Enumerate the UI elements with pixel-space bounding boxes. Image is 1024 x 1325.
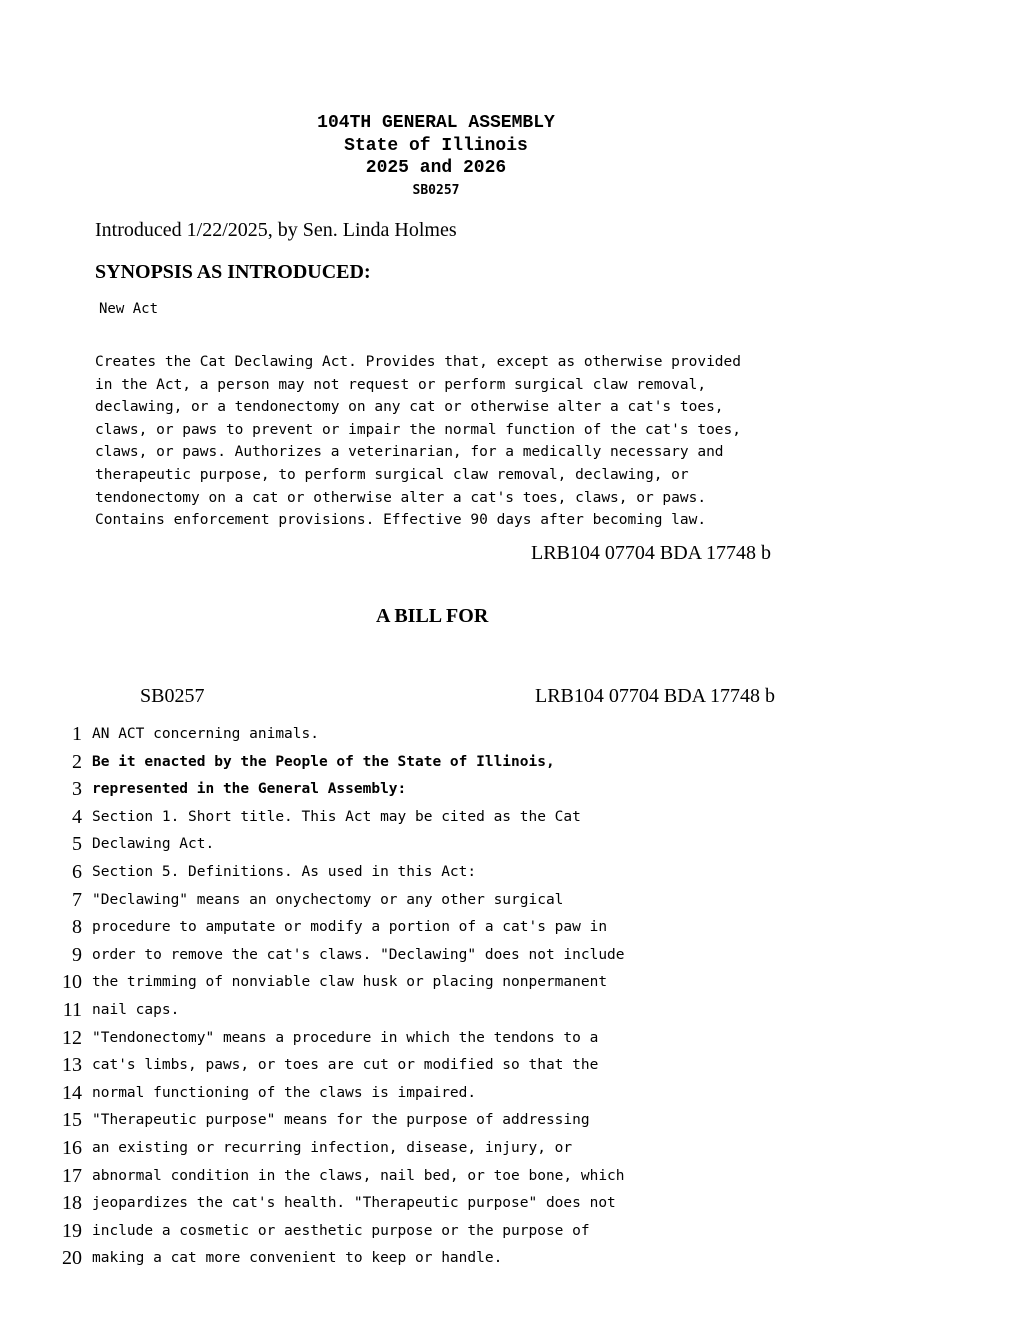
line-text: nail caps. <box>92 1001 180 1018</box>
line-number: 14 <box>62 1081 82 1104</box>
line-text: "Declawing" means an onychectomy or any other surgical <box>92 891 564 908</box>
line-text: making a cat more convenient to keep or handle. <box>92 1250 503 1267</box>
line-number: 12 <box>62 1026 82 1049</box>
line-text: cat's limbs, paws, or toes are cut or modified so that the <box>92 1057 599 1074</box>
bill-line <box>0 1025 1024 1053</box>
line-number: 2 <box>72 750 82 773</box>
line-text: procedure to amputate or modify a portion of a cat's paw in <box>92 919 608 936</box>
bill-line <box>0 969 1024 997</box>
synopsis-heading: SYNOPSIS AS INTRODUCED: <box>95 261 371 283</box>
bill-line <box>0 942 1024 970</box>
bill-line <box>0 1245 1024 1273</box>
bill-line <box>0 1190 1024 1218</box>
bill-line <box>0 1080 1024 1108</box>
line-number: 11 <box>62 998 82 1021</box>
line-number: 18 <box>62 1192 82 1215</box>
page-header-bill-id: SB0257 <box>140 685 205 707</box>
bill-for-heading: A BILL FOR <box>376 605 489 627</box>
synopsis-line: Contains enforcement provisions. Effective 90 days after becoming law. <box>95 512 707 529</box>
line-number: 4 <box>72 805 82 828</box>
new-act-label: New Act <box>99 301 159 317</box>
bill-line <box>0 914 1024 942</box>
line-text: Section 5. Definitions. As used in this Act: <box>92 863 477 880</box>
line-text: "Therapeutic purpose" means for the purpose of addressing <box>92 1112 590 1129</box>
line-number: 17 <box>62 1164 82 1187</box>
bill-line <box>0 804 1024 832</box>
bill-line <box>0 776 1024 804</box>
line-number: 16 <box>62 1136 82 1159</box>
line-number: 10 <box>62 971 82 994</box>
bill-line <box>0 1135 1024 1163</box>
line-text: Declawing Act. <box>92 836 215 853</box>
line-text: include a cosmetic or aesthetic purpose or the purpose of <box>92 1222 590 1239</box>
line-number: 20 <box>62 1247 82 1270</box>
synopsis-line: claws, or paws. Authorizes a veterinarian, for a medically necessary and <box>95 444 724 461</box>
state-name: State of Illinois <box>344 135 528 156</box>
line-number: 5 <box>72 833 82 856</box>
bill-line <box>0 1218 1024 1246</box>
line-text: "Tendonectomy" means a procedure in which the tendons to a <box>92 1029 599 1046</box>
line-text: order to remove the cat's claws. "Declawing" does not include <box>92 946 625 963</box>
assembly-title: 104TH GENERAL ASSEMBLY <box>317 113 555 133</box>
bill-line <box>0 721 1024 749</box>
bill-line <box>0 831 1024 859</box>
bill-header <box>186 112 686 202</box>
bill-id: SB0257 <box>412 182 460 198</box>
line-text: represented in the General Assembly: <box>92 781 407 798</box>
line-text: Section 1. Short title. This Act may be cited as the Cat <box>92 808 581 825</box>
line-text: AN ACT concerning animals. <box>92 726 319 742</box>
line-text: an existing or recurring infection, disease, injury, or <box>92 1139 573 1156</box>
synopsis-text <box>95 351 785 532</box>
line-text: abnormal condition in the claws, nail bed, or toe bone, which <box>92 1167 625 1184</box>
session-years: 2025 and 2026 <box>365 158 507 178</box>
bill-line <box>0 997 1024 1025</box>
line-number: 8 <box>72 916 82 939</box>
synopsis-line: declawing, or a tendonectomy on any cat or otherwise alter a cat's toes, <box>95 399 724 416</box>
line-number: 15 <box>62 1109 82 1132</box>
bill-line <box>0 1107 1024 1135</box>
line-number: 9 <box>72 943 82 966</box>
line-number: 6 <box>72 860 82 883</box>
lrb-number: LRB104 07704 BDA 17748 b <box>531 542 772 564</box>
line-number: 13 <box>62 1054 82 1077</box>
introduced-line: Introduced 1/22/2025, by Sen. Linda Holmes <box>95 219 457 241</box>
bill-line <box>0 859 1024 887</box>
bill-line <box>0 749 1024 777</box>
line-number: 7 <box>72 888 82 911</box>
synopsis-line: in the Act, a person may not request or perform surgical claw removal, <box>95 376 707 393</box>
line-number: 1 <box>72 723 82 745</box>
bill-text-body <box>0 721 1024 1273</box>
synopsis-line: tendonectomy on a cat or otherwise alter a cat's toes, claws, or paws. <box>95 489 707 506</box>
synopsis-line: Creates the Cat Declawing Act. Provides that, except as otherwise provided <box>95 354 742 370</box>
synopsis-line: therapeutic purpose, to perform surgical claw removal, declawing, or <box>95 466 689 483</box>
line-text: the trimming of nonviable claw husk or placing nonpermanent <box>92 974 608 991</box>
line-text: jeopardizes the cat's health. "Therapeutic purpose" does not <box>92 1195 616 1212</box>
bill-line <box>0 1052 1024 1080</box>
line-text: Be it enacted by the People of the State of Illinois, <box>92 753 555 770</box>
line-text: normal functioning of the claws is impaired. <box>92 1084 477 1101</box>
bill-line <box>0 1163 1024 1191</box>
line-number: 19 <box>62 1219 82 1242</box>
synopsis-line: claws, or paws to prevent or impair the normal function of the cat's toes, <box>95 421 742 438</box>
line-number: 3 <box>72 778 82 801</box>
bill-line <box>0 887 1024 915</box>
page-header-lrb-number: LRB104 07704 BDA 17748 b <box>535 685 776 707</box>
